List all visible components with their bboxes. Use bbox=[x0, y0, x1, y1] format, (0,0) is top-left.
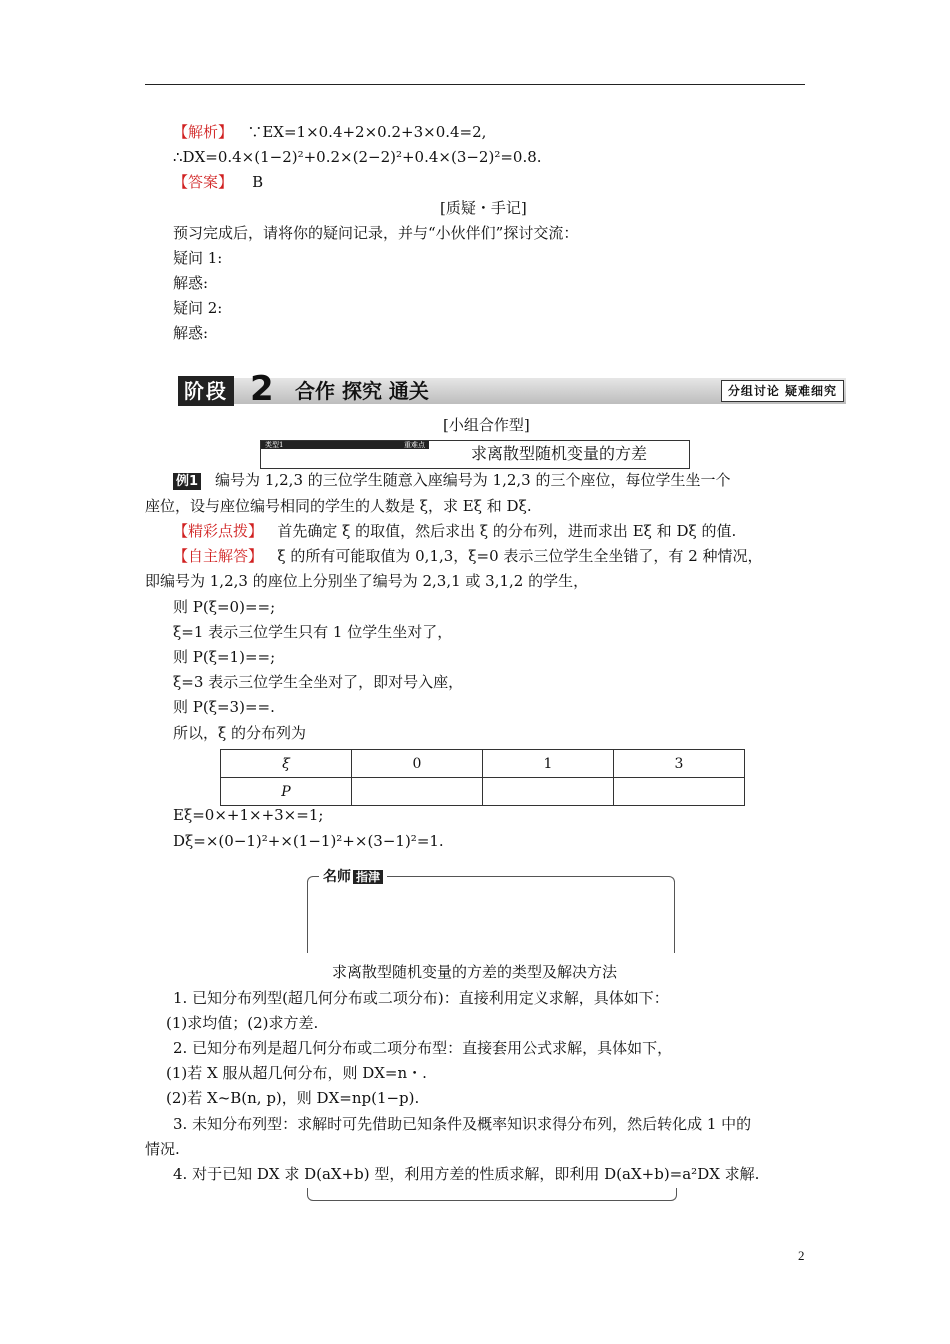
solution-tag: 【自主解答】 bbox=[173, 547, 264, 565]
analysis-text-1: ∵EX=1×0.4+2×0.2+3×0.4=2, bbox=[247, 123, 487, 141]
table-cell bbox=[483, 778, 614, 806]
stage-label: 阶段 bbox=[178, 376, 234, 406]
teacher-badge bbox=[319, 866, 387, 886]
analysis-tag: 【解析】 bbox=[173, 123, 234, 141]
table-cell: 3 bbox=[614, 750, 745, 778]
method-1: 1. 已知分布列型(超几何分布或二项分布)：直接利用定义求解，具体如下： bbox=[173, 989, 669, 1007]
method-2a: (1)若 X 服从超几何分布，则 DX=n・. bbox=[166, 1064, 427, 1082]
stage-right-label: 分组讨论 疑难细究 bbox=[721, 380, 844, 402]
header-rule bbox=[145, 84, 805, 85]
solution-text-2: 即编号为 1,2,3 的座位上分别坐了编号为 2,3,1 或 3,1,2 的学生， bbox=[145, 572, 589, 590]
teacher-badge-text: 名师 bbox=[323, 869, 351, 885]
answer-value: B bbox=[252, 173, 264, 191]
solution-text-4: ξ=1 表示三位学生只有 1 位学生坐对了， bbox=[173, 623, 453, 641]
result-variance: Dξ=×(0−1)²+×(1−1)²+×(3−1)²=1. bbox=[173, 832, 444, 850]
method-3b: 情况. bbox=[145, 1140, 180, 1158]
example-badge: 例1 bbox=[173, 473, 201, 490]
solution-text-6: ξ=3 表示三位学生全坐对了，即对号入座， bbox=[173, 673, 464, 691]
stage-title: 合作 探究 通关 bbox=[295, 379, 429, 403]
notes-answer-2: 解惑: bbox=[173, 324, 209, 342]
notes-heading: [质疑・手记] bbox=[440, 199, 527, 217]
solution-text-7: 则 P(ξ=3)==. bbox=[173, 698, 275, 716]
distribution-table bbox=[220, 749, 745, 806]
type-bar-left-label: 类型1 bbox=[265, 441, 284, 449]
teacher-box-frame bbox=[307, 876, 675, 953]
stage-banner bbox=[178, 369, 846, 409]
analysis-line-1 bbox=[173, 121, 486, 143]
table-cell: 1 bbox=[483, 750, 614, 778]
answer-line bbox=[173, 171, 263, 193]
notes-question-1: 疑问 1: bbox=[173, 249, 223, 267]
table-row bbox=[221, 750, 745, 778]
hint-text: 首先确定 ξ 的取值，然后求出 ξ 的分布列，进而求出 Eξ 和 Dξ 的值. bbox=[277, 522, 737, 540]
teacher-box-bottom bbox=[307, 1188, 677, 1201]
table-cell: ξ bbox=[221, 750, 352, 778]
solution-text-3: 则 P(ξ=0)==; bbox=[173, 598, 276, 616]
hint-line bbox=[173, 520, 736, 542]
type-bar bbox=[260, 440, 690, 469]
method-2b: (2)若 X~B(n, p)，则 DX=np(1−p). bbox=[166, 1089, 420, 1107]
notes-intro: 预习完成后，请将你的疑问记录，并与“小伙伴们”探讨交流： bbox=[173, 224, 579, 242]
solution-line-1 bbox=[173, 545, 763, 567]
table-cell bbox=[614, 778, 745, 806]
type-bar-title: 求离散型随机变量的方差 bbox=[470, 444, 647, 463]
table-cell bbox=[352, 778, 483, 806]
notes-answer-1: 解惑: bbox=[173, 274, 209, 292]
example-text-2: 座位，设与座位编号相同的学生的人数是 ξ，求 Eξ 和 Dξ. bbox=[145, 497, 532, 515]
solution-text-1: ξ 的所有可能取值为 0,1,3，ξ=0 表示三位学生全坐错了，有 2 种情况， bbox=[277, 547, 763, 565]
group-type-heading: [小组合作型] bbox=[443, 416, 530, 434]
example-line-1 bbox=[173, 469, 730, 491]
method-2: 2. 已知分布列是超几何分布或二项分布型：直接套用公式求解，具体如下， bbox=[173, 1039, 673, 1057]
method-4: 4. 对于已知 DX 求 D(aX+b) 型，利用方差的性质求解，即利用 D(aX+b)=a²DX 求解. bbox=[173, 1165, 760, 1183]
method-3: 3. 未知分布列型：求解时可先借助已知条件及概率知识求得分布列，然后转化成 1 中的 bbox=[173, 1115, 752, 1133]
analysis-line-2: ∴DX=0.4×(1−2)²+0.2×(2−2)²+0.4×(3−2)²=0.8. bbox=[173, 148, 542, 166]
solution-text-5: 则 P(ξ=1)==; bbox=[173, 648, 276, 666]
example-text-1: 编号为 1,2,3 的三位学生随意入座编号为 1,2,3 的三个座位，每位学生坐一个 bbox=[215, 471, 731, 489]
result-expectation: Eξ=0×+1×+3×=1; bbox=[173, 806, 324, 824]
methods-title: 求离散型随机变量的方差的类型及解决方法 bbox=[332, 963, 618, 981]
stage-number: 2 bbox=[250, 369, 274, 409]
teacher-badge-inverse: 指津 bbox=[353, 870, 383, 884]
type-bar-right-label: 重难点 bbox=[404, 441, 425, 449]
page-number: 2 bbox=[798, 1248, 805, 1263]
solution-text-8: 所以，ξ 的分布列为 bbox=[173, 724, 307, 742]
table-row bbox=[221, 778, 745, 806]
table-cell: P bbox=[221, 778, 352, 806]
hint-tag: 【精彩点拨】 bbox=[173, 522, 264, 540]
type-bar-dark-strip bbox=[261, 441, 429, 449]
table-cell: 0 bbox=[352, 750, 483, 778]
notes-question-2: 疑问 2: bbox=[173, 299, 223, 317]
teacher-box bbox=[307, 866, 675, 954]
answer-tag: 【答案】 bbox=[173, 173, 234, 191]
method-1a: (1)求均值；(2)求方差. bbox=[166, 1014, 319, 1032]
